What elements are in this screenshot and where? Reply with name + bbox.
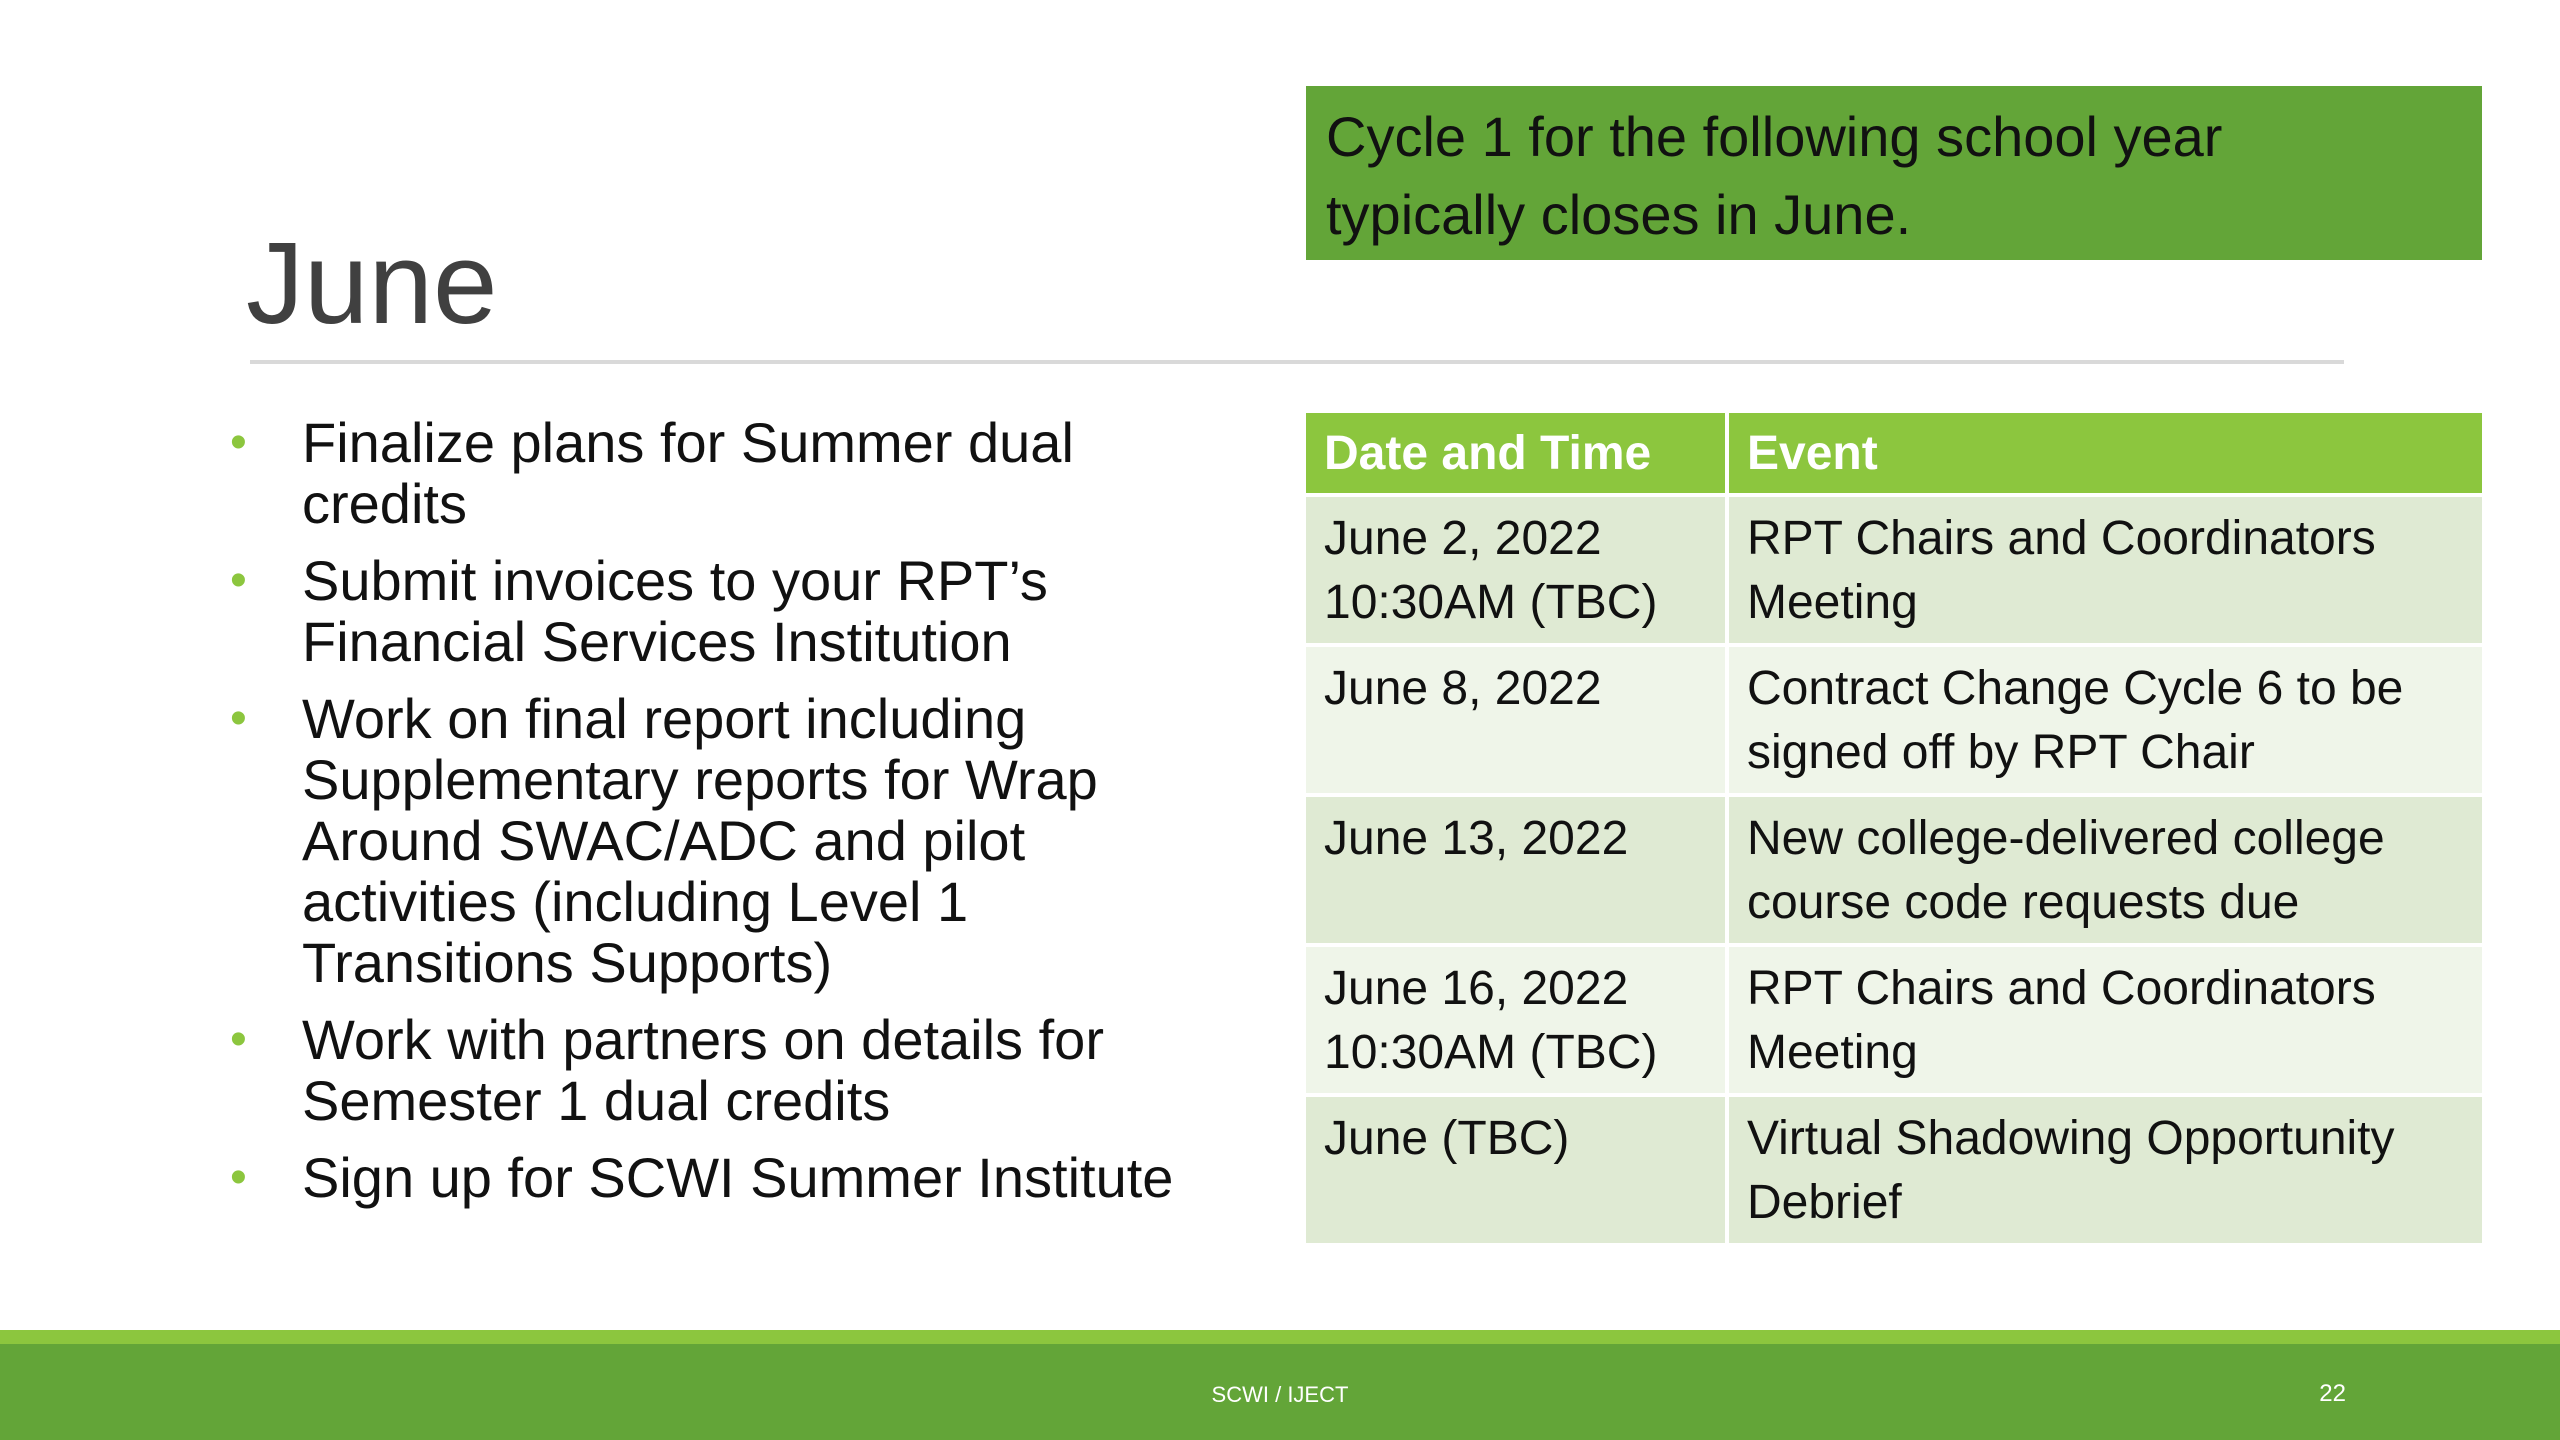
event-line: signed off by RPT Chair (1747, 726, 2255, 779)
table-row (1306, 497, 2482, 647)
bullet-text: Work on final report including Supplementary reports for Wrap Around SWAC/ADC and pilot activities (including Level 1 Transitions Supports) (302, 687, 1098, 994)
bullet-text: Submit invoices to your RPT’s Financial Services Institution (302, 549, 1048, 673)
table-row (1306, 797, 2482, 947)
date-line: June 16, 2022 (1324, 962, 1629, 1015)
event-line: New college-delivered college (1747, 812, 2385, 865)
event-cell (1725, 1097, 2482, 1247)
table-row (1306, 947, 2482, 1097)
event-cell (1725, 797, 2482, 947)
callout-box (1306, 86, 2482, 260)
bullet-item (228, 1147, 1238, 1208)
bullet-icon: • (230, 692, 247, 745)
callout-line-2: typically closes in June. (1326, 183, 1912, 246)
bullet-text: Work with partners on details for Semester 1 dual credits (302, 1008, 1104, 1132)
date-cell (1306, 497, 1725, 647)
table-row (1306, 1097, 2482, 1247)
bullet-icon: • (230, 416, 247, 469)
bullet-icon: • (230, 1013, 247, 1066)
bullet-text: Sign up for SCWI Summer Institute (302, 1146, 1174, 1209)
bullet-list (228, 412, 1238, 1224)
event-cell (1725, 647, 2482, 797)
date-cell (1306, 647, 1725, 797)
footer-accent-line (0, 1330, 2560, 1344)
event-line: Contract Change Cycle 6 to be (1747, 662, 2404, 715)
column-header-date: Date and Time (1306, 413, 1725, 497)
bullet-item (228, 688, 1238, 993)
bullet-item (228, 550, 1238, 672)
page-number: 22 (2319, 1380, 2346, 1407)
callout-line-1: Cycle 1 for the following school year (1326, 105, 2223, 168)
event-line: RPT Chairs and Coordinators (1747, 512, 2376, 565)
time-line: 10:30AM (TBC) (1324, 576, 1658, 629)
date-line: June 13, 2022 (1324, 812, 1629, 865)
column-header-event: Event (1725, 413, 2482, 497)
event-line: RPT Chairs and Coordinators (1747, 962, 2376, 1015)
time-line: 10:30AM (TBC) (1324, 1026, 1658, 1079)
event-line: Debrief (1747, 1176, 1902, 1229)
event-line: course code requests due (1747, 876, 2300, 929)
table-header-row (1306, 413, 2482, 497)
event-line: Meeting (1747, 576, 1918, 629)
date-line: June 2, 2022 (1324, 512, 1602, 565)
table-row (1306, 647, 2482, 797)
event-cell (1725, 947, 2482, 1097)
date-cell (1306, 947, 1725, 1097)
date-line: June (TBC) (1324, 1112, 1570, 1165)
slide-title: June (246, 218, 498, 348)
title-divider (250, 360, 2344, 364)
bullet-item (228, 1009, 1238, 1131)
event-line: Meeting (1747, 1026, 1918, 1079)
date-cell (1306, 797, 1725, 947)
bullet-text: Finalize plans for Summer dual credits (302, 411, 1074, 535)
event-line: Virtual Shadowing Opportunity (1747, 1112, 2395, 1165)
bullet-icon: • (230, 554, 247, 607)
date-line: June 8, 2022 (1324, 662, 1602, 715)
event-cell (1725, 497, 2482, 647)
date-cell (1306, 1097, 1725, 1247)
schedule-table (1306, 413, 2482, 1247)
bullet-item (228, 412, 1238, 534)
footer-text: SCWI / IJECT (1211, 1382, 1349, 1407)
bullet-icon: • (230, 1151, 247, 1204)
